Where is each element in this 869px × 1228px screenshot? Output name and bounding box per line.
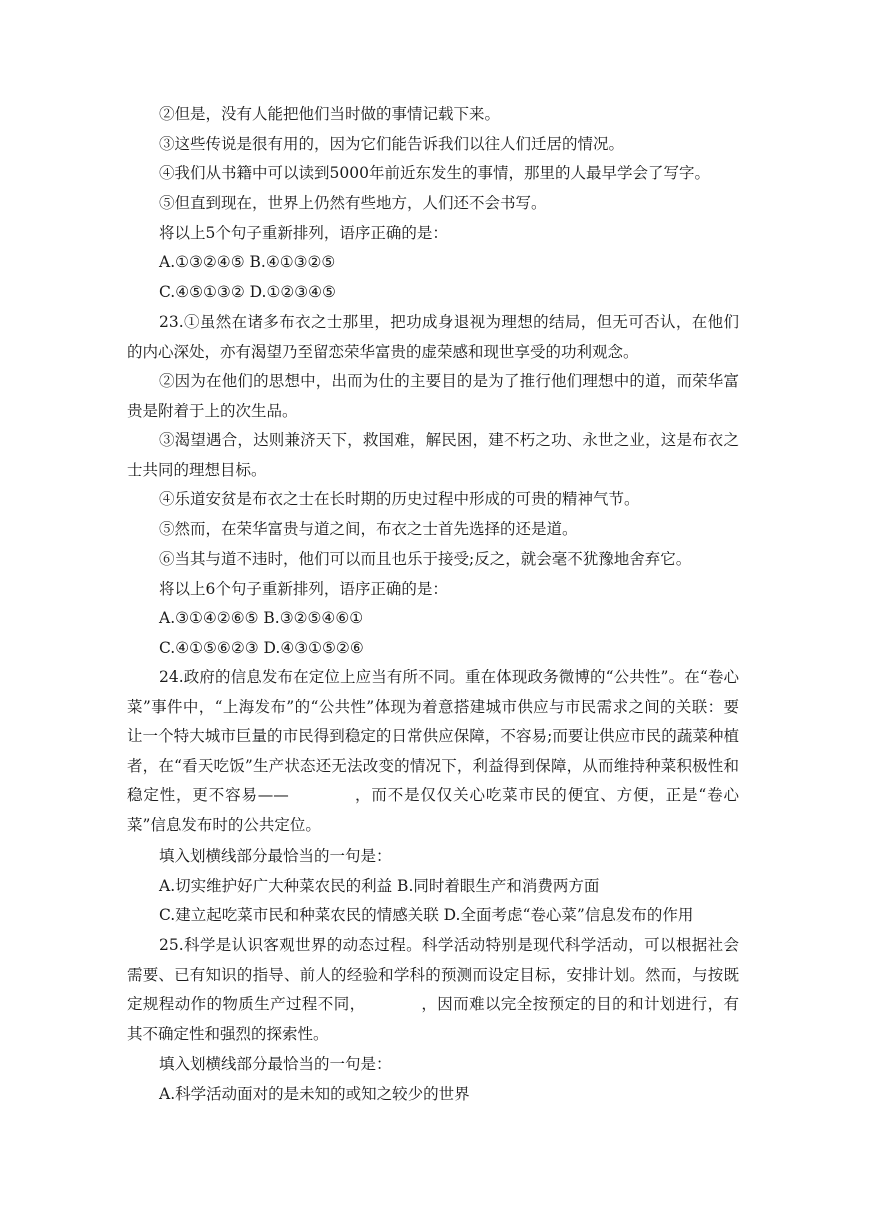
q22-options-cd: C.④⑤①③② D.①②③④⑤	[159, 283, 336, 301]
q23-sentence-2: ②因为在他们的思想中，出而为仕的主要目的是为了推行他们理想中的道，而荣华富贵是附着于上的次生品。	[127, 372, 739, 420]
q24-prompt: 填入划横线部分最恰当的一句是：	[159, 847, 392, 865]
q25-passage: 25.科学是认识客观世界的动态过程。科学活动特别是现代科学活动，可以根据社会需要、已有知识的指导、前人的经验和学科的预测而设定目标，安排计划。然而，与按既定规程动作的物质生产过程不同， ，因而难以完全按预定的目的和计划进行，有其不确定性和强烈的探索性。	[127, 936, 739, 1043]
q23-sentence-4: ④乐道安贫是布衣之士在长时期的历史过程中形成的可贵的精神气节。	[159, 490, 640, 508]
q23-sentence-3: ③渴望遇合，达则兼济天下，救国难，解民困，建不朽之功、永世之业，这是布衣之士共同的理想目标。	[127, 431, 739, 479]
q22-prompt: 将以上5个句子重新排列，语序正确的是：	[159, 224, 448, 242]
q22-options-ab: A.①③②④⑤ B.④①③②⑤	[159, 253, 336, 271]
q23-sentence-1: 23.①虽然在诸多布衣之士那里，把功成身退视为理想的结局，但无可否认，在他们的内心深处，亦有渴望乃至留恋荣华富贵的虚荣感和现世享受的功利观念。	[127, 313, 739, 361]
q23-options-cd: C.④①⑤⑥②③ D.④③①⑤②⑥	[159, 639, 364, 657]
q25-option-a: A.科学活动面对的是未知的或知之较少的世界	[159, 1085, 470, 1103]
q22-sentence-3: ③这些传说是很有用的，因为它们能告诉我们以往人们迁居的情况。	[159, 135, 625, 153]
q24-passage: 24.政府的信息发布在定位上应当有所不同。重在体现政务微博的“公共性”。在“卷心菜”事件中，“上海发布”的“公共性”体现为着意搭建城市供应与市民需求之间的关联：要让一个特大城市巨量的市民得到稳定的日常供应保障，不容易;而要让供应市民的蔬菜种植者，在“看天吃饭”生产状态还无法改变的情况下，利益得到保障，从而维持种菜积极性和稳定性，更不容易—— ，而不是仅仅关心吃菜市民的便宜、方便，正是“卷心菜”信息发布时的公共定位。	[127, 668, 739, 834]
q22-sentence-5: ⑤但直到现在，世界上仍然有些地方，人们还不会书写。	[159, 194, 547, 212]
q25-prompt: 填入划横线部分最恰当的一句是：	[159, 1055, 392, 1073]
q23-sentence-6: ⑥当其与道不违时，他们可以而且也乐于接受;反之，就会毫不犹豫地舍弃它。	[159, 550, 692, 568]
q23-sentence-5: ⑤然而，在荣华富贵与道之间，布衣之士首先选择的还是道。	[159, 520, 578, 538]
q22-sentence-4: ④我们从书籍中可以读到5000年前近东发生的事情，那里的人最早学会了写字。	[159, 164, 710, 182]
q24-options-ab: A.切实维护好广大种菜农民的利益 B.同时着眼生产和消费两方面	[159, 877, 600, 895]
q24-options-cd: C.建立起吃菜市民和种菜农民的情感关联 D.全面考虑“卷心菜”信息发布的作用	[159, 906, 694, 924]
q22-sentence-2: ②但是，没有人能把他们当时做的事情记载下来。	[159, 105, 501, 123]
q23-prompt: 将以上6个句子重新排列，语序正确的是：	[159, 580, 448, 598]
q23-options-ab: A.③①④②⑥⑤ B.③②⑤④⑥①	[159, 609, 364, 627]
